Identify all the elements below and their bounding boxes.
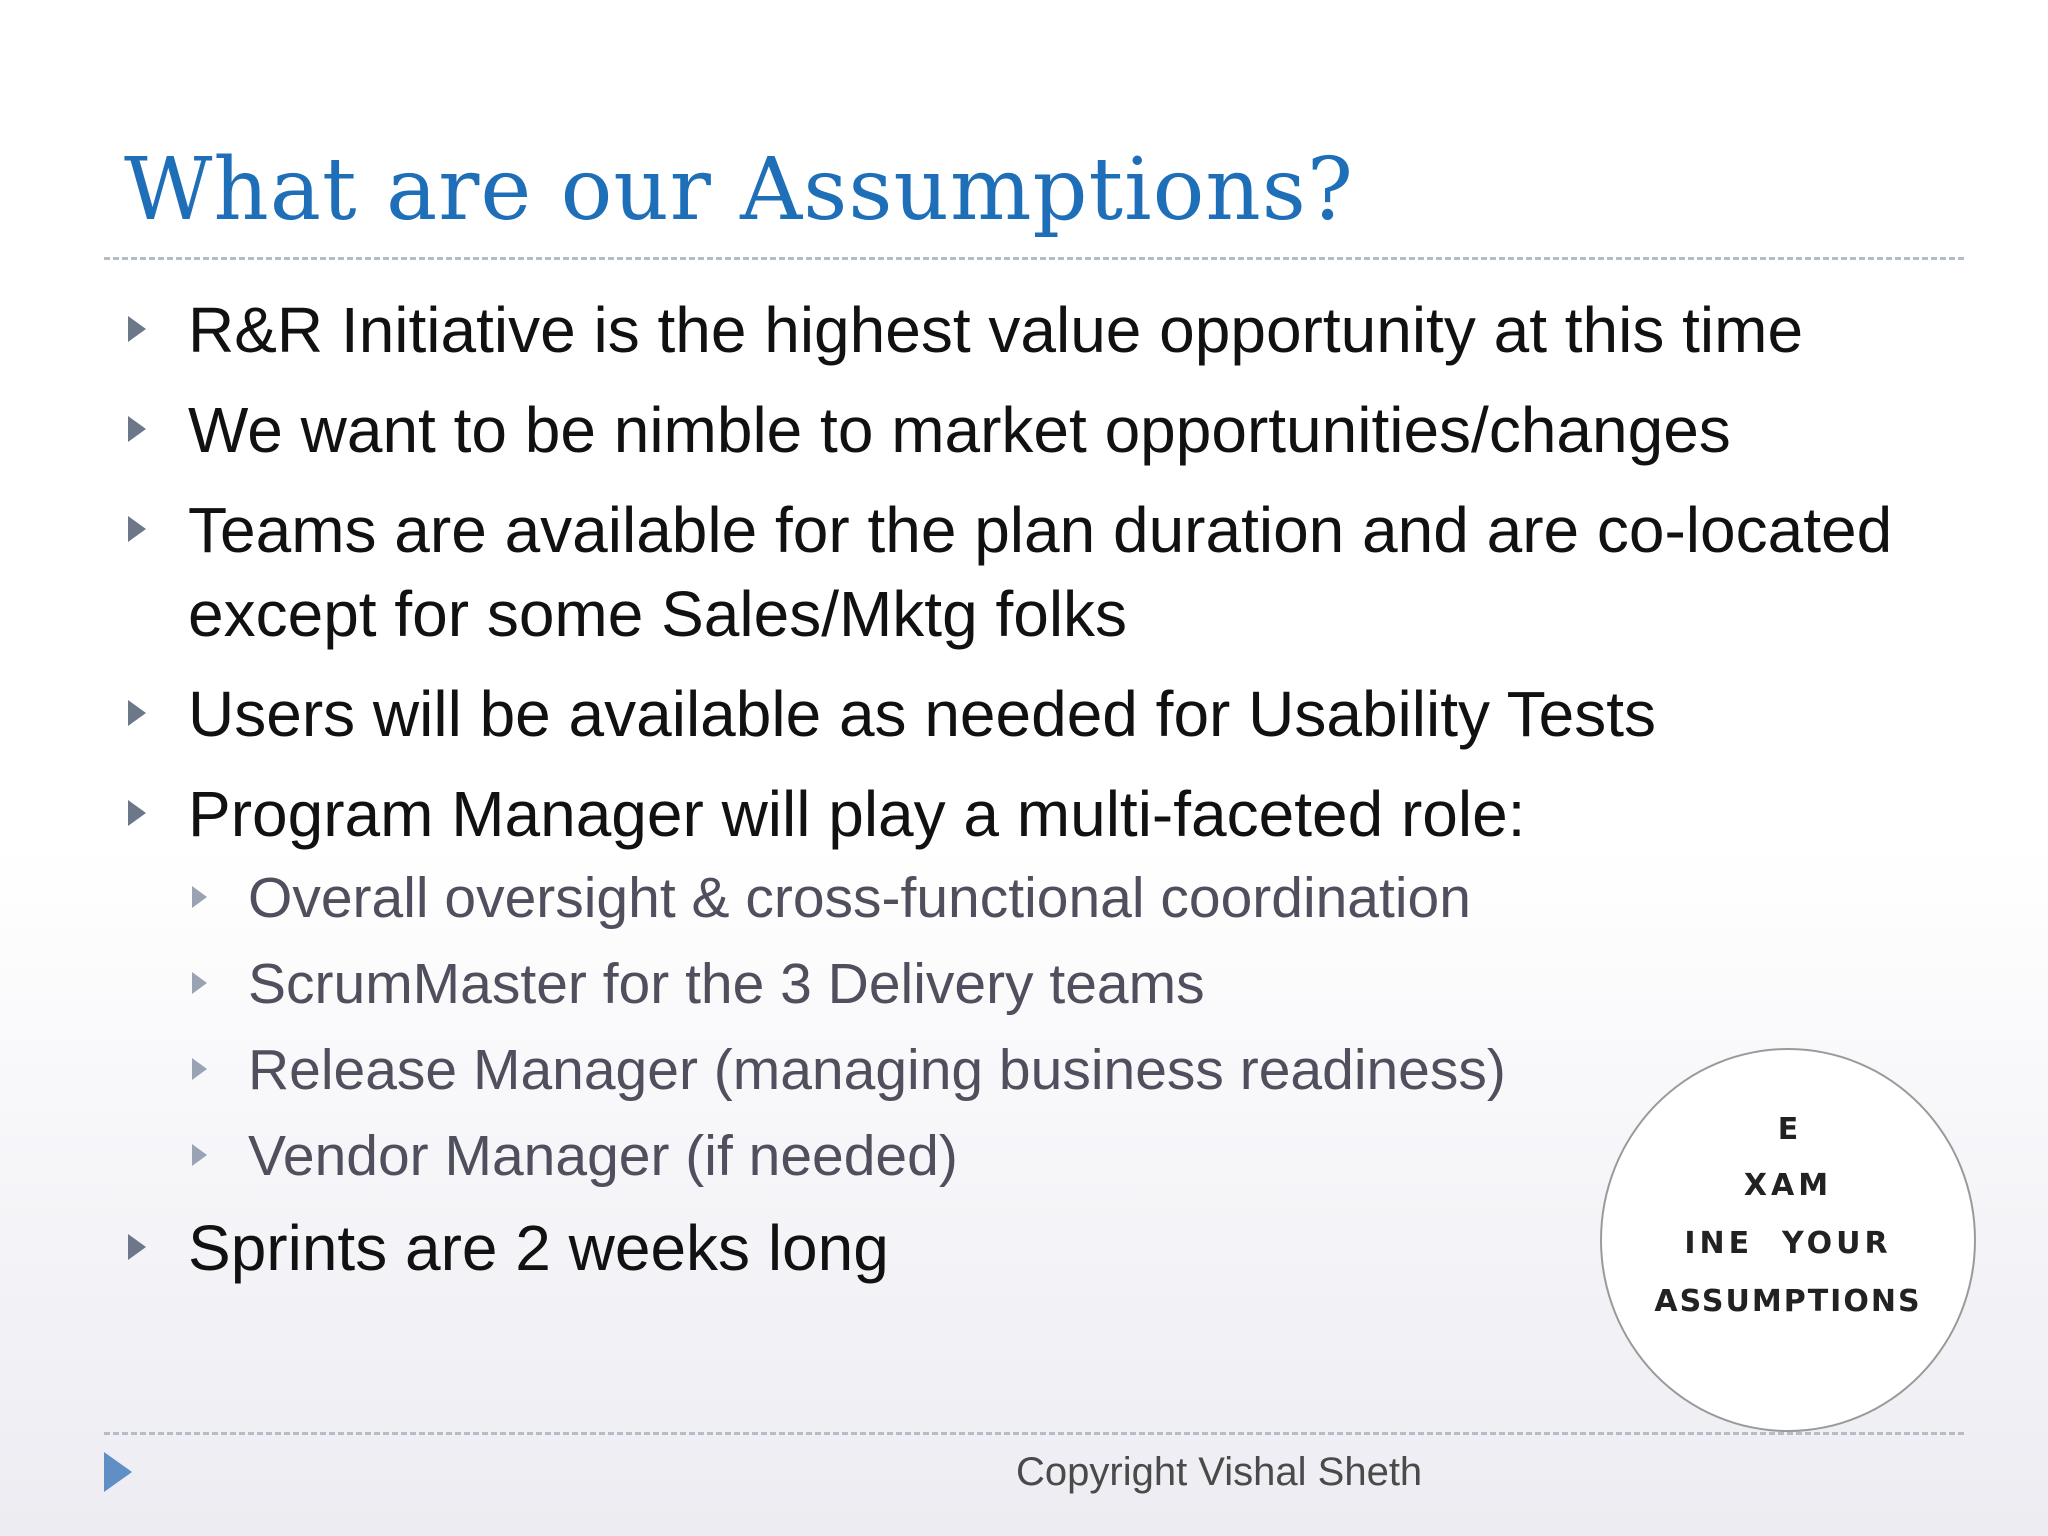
eye-chart-line: E [1777,1112,1799,1147]
bullet-text: We want to be nimble to market opportunities/changes [188,394,1731,466]
top-divider [104,257,1964,260]
bullet-arrow-icon [128,700,146,726]
bullet-text: Sprints are 2 weeks long [188,1212,889,1284]
eye-chart-circle [1600,1048,1976,1432]
bullet-text: Program Manager will play a multi-faceted role: [188,778,1526,850]
sub-bullet-text: Overall oversight & cross-functional coordination [248,866,1471,930]
eye-chart-line: INE YOUR [1684,1226,1892,1261]
bullet-item [124,772,1974,856]
sub-bullet-arrow-icon [192,1144,207,1166]
sub-bullet-arrow-icon [192,886,207,908]
copyright-text: Copyright Vishal Sheth [1016,1450,1423,1494]
bullet-item [124,488,1974,656]
slide-title: What are our Assumptions? [124,140,1355,240]
footer-arrow-icon [104,1452,132,1492]
bullet-arrow-icon [128,416,146,442]
bullet-arrow-icon [128,1234,146,1260]
sub-bullet-text: Vendor Manager (if needed) [248,1124,958,1188]
bullet-text: Teams are available for the plan duration and are co-located except for some Sales/Mktg folks [188,494,1893,650]
bullet-item [124,288,1974,372]
sub-bullet-arrow-icon [192,1058,207,1080]
bullet-arrow-icon [128,800,146,826]
bullet-item [124,672,1974,756]
sub-bullet-arrow-icon [192,972,207,994]
sub-bullet-text: Release Manager (managing business readiness) [248,1038,1506,1102]
sub-bullet-text: ScrumMaster for the 3 Delivery teams [248,952,1205,1016]
eye-chart-line: ASSUMPTIONS [1654,1284,1922,1319]
bullet-arrow-icon [128,316,146,342]
sub-bullet-item [124,862,1974,934]
bottom-divider [104,1432,1964,1435]
bullet-text: R&R Initiative is the highest value opportunity at this time [188,294,1804,366]
eye-chart-line: XAM [1743,1168,1833,1203]
sub-bullet-item [124,948,1974,1020]
bullet-text: Users will be available as needed for Usability Tests [188,678,1656,750]
bullet-arrow-icon [128,516,146,542]
bullet-item [124,388,1974,472]
